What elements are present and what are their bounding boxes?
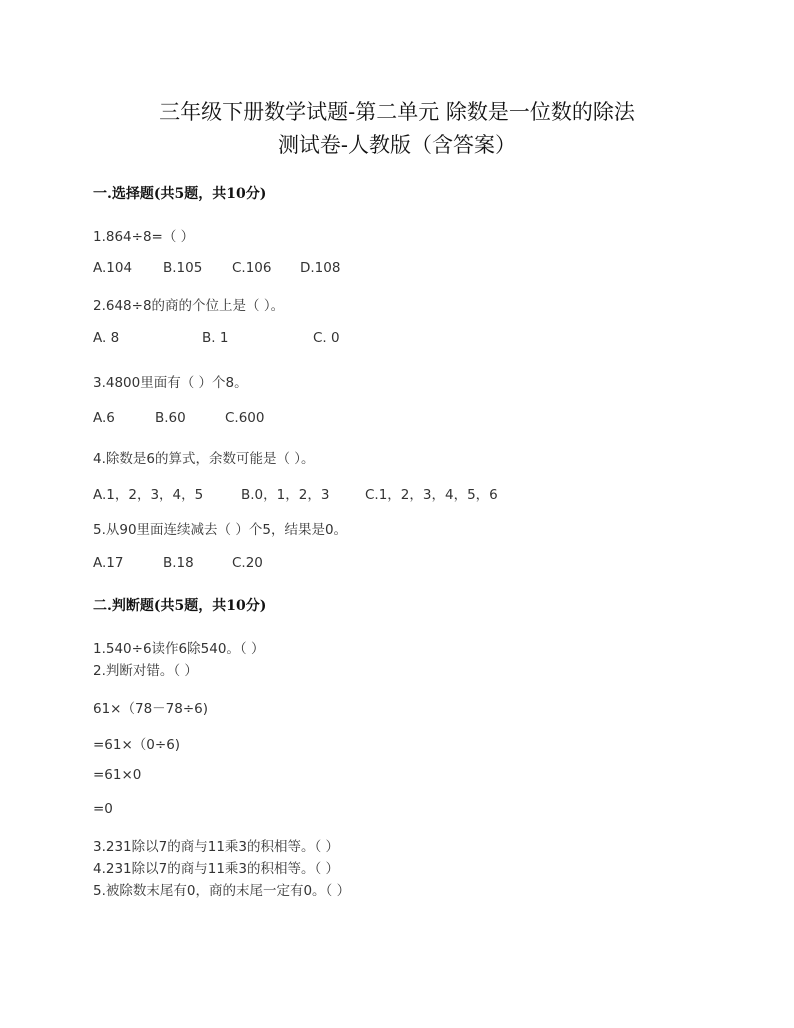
calc-step-2: =61×（0÷6) — [93, 737, 181, 753]
question-5-stem: 5.从90里面连续减去（ ）个5，结果是0。 — [93, 522, 348, 538]
calc-step-4: =0 — [93, 801, 113, 817]
judgement-5: 5.被除数末尾有0，商的末尾一定有0。（ ） — [93, 883, 351, 899]
judgement-1: 1.540÷6读作6除540。（ ） — [93, 641, 265, 657]
question-3-option-c: C.600 — [225, 410, 265, 426]
question-1-option-d: D.108 — [300, 260, 341, 276]
judgement-2: 2.判断对错。（ ） — [93, 663, 198, 679]
calc-step-1: 61×（78－78÷6) — [93, 701, 209, 717]
question-2-option-b: B. 1 — [202, 330, 229, 346]
question-1-option-c: C.106 — [232, 260, 272, 276]
question-3-stem: 3.4800里面有（ ）个8。 — [93, 375, 248, 391]
question-1-option-a: A.104 — [93, 260, 133, 276]
question-3-option-b: B.60 — [155, 410, 186, 426]
judgement-3: 3.231除以7的商与11乘3的积相等。（ ） — [93, 839, 340, 855]
judgement-4: 4.231除以7的商与11乘3的积相等。（ ） — [93, 861, 340, 877]
section-heading-choice: 一.选择题(共5题，共10分) — [93, 186, 267, 202]
question-4-option-c: C.1，2，3，4，5，6 — [365, 487, 498, 503]
document-title-line-2: 测试卷-人教版（含答案） — [277, 133, 517, 157]
question-5-option-c: C.20 — [232, 555, 263, 571]
question-1-stem: 1.864÷8=（ ） — [93, 229, 195, 245]
question-4-option-b: B.0，1，2，3 — [241, 487, 330, 503]
question-2-stem: 2.648÷8的商的个位上是（ ）。 — [93, 298, 285, 314]
question-5-option-a: A.17 — [93, 555, 124, 571]
calc-step-3: =61×0 — [93, 767, 142, 783]
question-4-stem: 4.除数是6的算式，余数可能是（ ）。 — [93, 451, 315, 467]
question-2-option-c: C. 0 — [313, 330, 340, 346]
question-5-option-b: B.18 — [163, 555, 194, 571]
section-heading-judgement: 二.判断题(共5题，共10分) — [93, 598, 267, 614]
document-title-line-1: 三年级下册数学试题-第二单元 除数是一位数的除法 — [159, 100, 635, 124]
question-1-option-b: B.105 — [163, 260, 203, 276]
question-4-option-a: A.1，2，3，4，5 — [93, 487, 204, 503]
question-3-option-a: A.6 — [93, 410, 115, 426]
question-2-option-a: A. 8 — [93, 330, 120, 346]
